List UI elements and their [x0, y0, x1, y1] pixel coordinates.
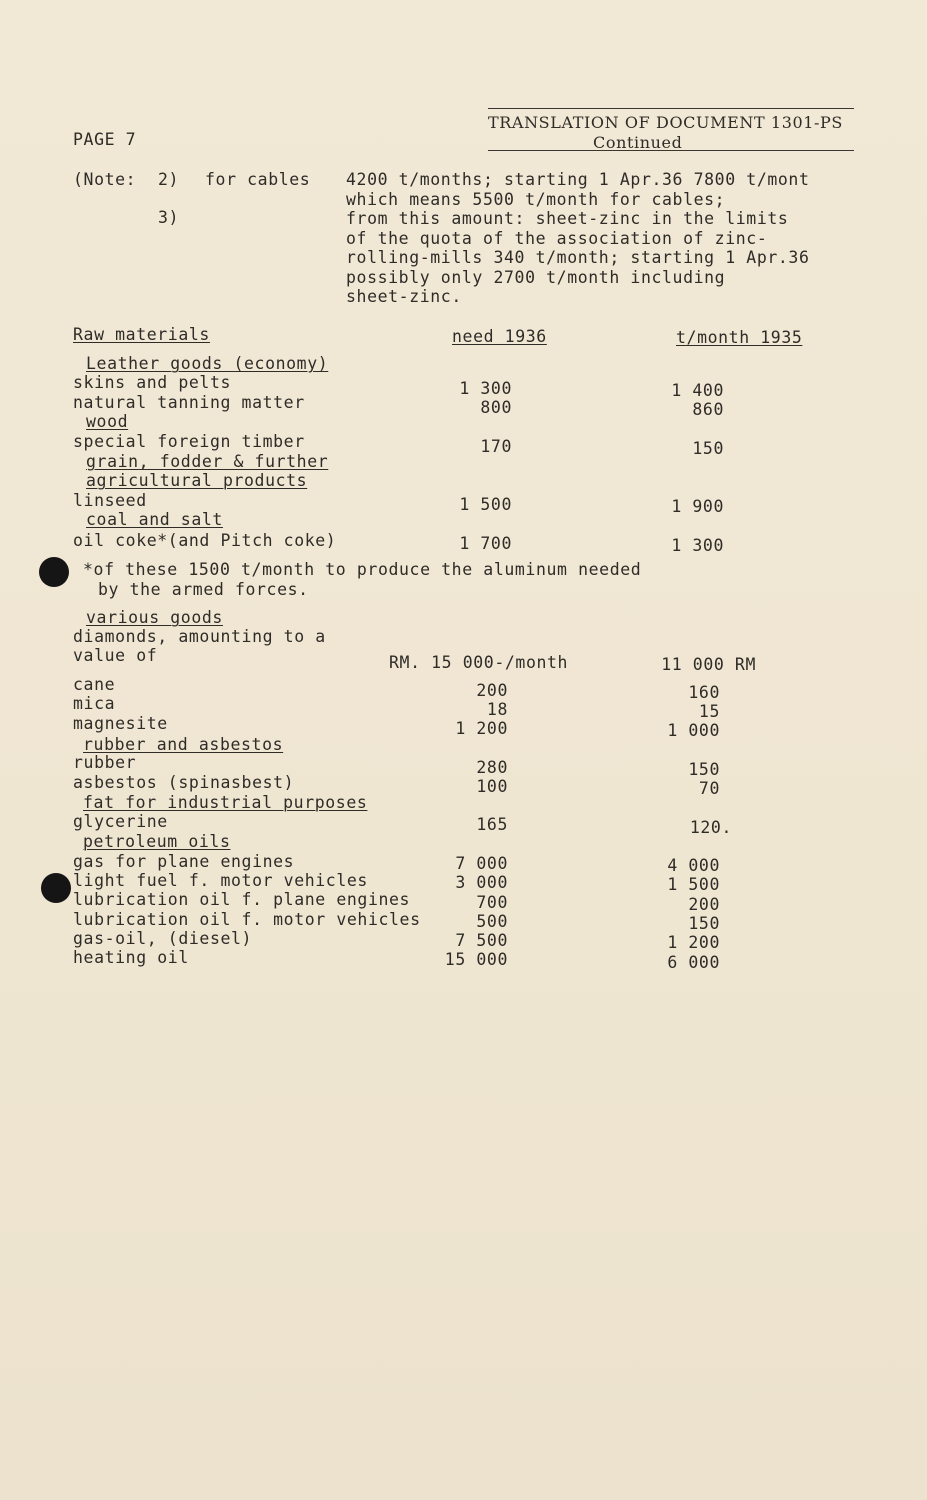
row-need: RM. 15 000-/month — [389, 653, 569, 672]
row-month: 150 — [688, 914, 720, 933]
note-line: of the quota of the association of zinc- — [346, 229, 768, 248]
section-heading: Leather goods (economy) — [86, 354, 329, 373]
row-month: 1 200 — [667, 933, 720, 952]
row-label: glycerine — [73, 812, 168, 831]
row-need: 500 — [476, 912, 508, 931]
row-label: lubrication oil f. motor vehicles — [73, 910, 421, 929]
row-label: skins and pelts — [73, 373, 232, 392]
row-month: 160 — [688, 683, 720, 702]
title-bottom-rule — [488, 150, 854, 151]
row-label: light fuel f. motor vehicles — [73, 871, 368, 890]
row-need: 165 — [476, 815, 508, 834]
row-month: 1 000 — [667, 721, 720, 740]
row-need: 200 — [476, 681, 508, 700]
row-need: 280 — [476, 758, 508, 777]
row-need: 18 — [486, 700, 508, 719]
row-month: 150 — [688, 760, 720, 779]
row-need: 1 200 — [455, 719, 508, 738]
row-month: 6 000 — [667, 953, 720, 972]
row-label: magnesite — [73, 714, 168, 733]
row-label: asbestos (spinasbest) — [73, 773, 295, 792]
row-label: mica — [73, 694, 116, 713]
row-need: 15 000 — [444, 950, 508, 969]
row-need: 170 — [480, 437, 512, 456]
punch-hole-icon — [39, 557, 69, 587]
column-header-month-1935: t/month 1935 — [676, 328, 803, 347]
row-need: 100 — [476, 777, 508, 796]
note-line: which means 5500 t/month for cables; — [346, 190, 726, 209]
row-need: 800 — [480, 398, 512, 417]
row-month: 1 900 — [671, 497, 724, 516]
row-month: 150 — [692, 439, 724, 458]
column-header-raw-materials: Raw materials — [73, 325, 210, 344]
section-heading: rubber and asbestos — [83, 735, 284, 754]
row-label: special foreign timber — [73, 432, 305, 451]
title-top-rule — [488, 108, 854, 109]
row-label: heating oil — [73, 948, 189, 967]
row-month: 860 — [692, 400, 724, 419]
column-header-need-1936: need 1936 — [452, 327, 547, 346]
section-heading: petroleum oils — [83, 832, 231, 851]
page-label: PAGE 7 — [73, 130, 137, 149]
row-month: 200 — [688, 895, 720, 914]
section-heading: wood — [86, 412, 129, 431]
note-item-2-number: 2) — [158, 170, 180, 189]
row-label: value of — [73, 646, 158, 665]
row-need: 1 300 — [459, 379, 512, 398]
row-label: gas-oil, (diesel) — [73, 929, 253, 948]
note-prefix: (Note: — [73, 170, 137, 189]
row-month: 1 300 — [671, 536, 724, 555]
note-item-2-label: for cables — [205, 170, 311, 189]
footnote: by the armed forces. — [98, 580, 309, 599]
note-line: sheet-zinc. — [346, 287, 462, 306]
section-heading: various goods — [86, 608, 223, 627]
row-label: linseed — [73, 491, 147, 510]
row-label: rubber — [73, 753, 137, 772]
row-need: 1 700 — [459, 534, 512, 553]
row-month: 1 400 — [671, 381, 724, 400]
row-label: diamonds, amounting to a — [73, 627, 326, 646]
row-label: cane — [73, 675, 116, 694]
row-month: 4 000 — [667, 856, 720, 875]
document-title: TRANSLATION OF DOCUMENT 1301-PS — [488, 113, 843, 132]
note-line: possibly only 2700 t/month including — [346, 268, 726, 287]
row-label: lubrication oil f. plane engines — [73, 890, 411, 909]
note-line: rolling-mills 340 t/month; starting 1 Apr.36 — [346, 248, 810, 267]
document-subtitle: Continued — [593, 133, 683, 152]
section-heading: agricultural products — [86, 471, 308, 490]
row-month: 120. — [689, 818, 732, 837]
section-heading: grain, fodder & further — [86, 452, 329, 471]
row-need: 3 000 — [455, 873, 508, 892]
row-month: 11 000 RM — [661, 655, 756, 674]
section-heading: fat for industrial purposes — [83, 793, 368, 812]
section-heading: coal and salt — [86, 510, 223, 529]
row-month: 70 — [698, 779, 720, 798]
row-need: 7 500 — [455, 931, 508, 950]
note-item-3-number: 3) — [158, 208, 180, 227]
row-label: oil coke*(and Pitch coke) — [73, 531, 337, 550]
footnote: *of these 1500 t/month to produce the aluminum needed — [83, 560, 642, 579]
row-month: 15 — [698, 702, 720, 721]
row-need: 7 000 — [455, 854, 508, 873]
row-label: gas for plane engines — [73, 852, 295, 871]
row-label: natural tanning matter — [73, 393, 305, 412]
note-line: 4200 t/months; starting 1 Apr.36 7800 t/mont — [346, 170, 810, 189]
punch-hole-icon — [41, 873, 71, 903]
row-month: 1 500 — [667, 875, 720, 894]
row-need: 1 500 — [459, 495, 512, 514]
note-line: from this amount: sheet-zinc in the limits — [346, 209, 789, 228]
row-need: 700 — [476, 893, 508, 912]
